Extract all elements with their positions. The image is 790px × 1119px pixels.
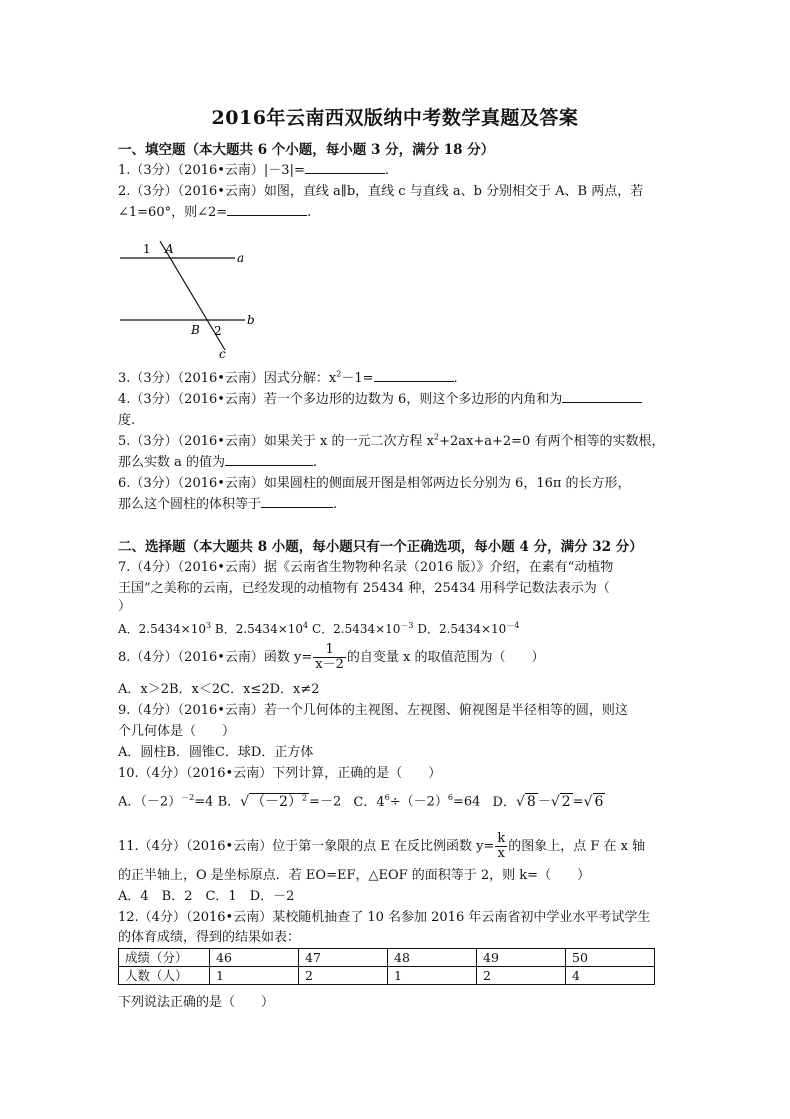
exponent: －2	[181, 793, 195, 803]
question-10-options	[118, 789, 605, 816]
answer-blank	[225, 453, 313, 466]
score-table	[118, 948, 655, 985]
option-b: B．x＜2	[169, 682, 221, 697]
question-3-text: 3.（3分）（2016•云南）因式分解：x	[118, 371, 337, 386]
question-11-options: A．4 B．2 C．1 D．－2	[118, 889, 295, 904]
question-2-line-2: ∠1=60°，则∠2= .	[118, 205, 312, 220]
option-c: C．球	[214, 745, 251, 760]
question-3-text-end: －1=	[341, 371, 374, 386]
table-cell: 4	[566, 967, 655, 985]
option-b-end: =－2	[309, 794, 342, 810]
equals-sign: =	[572, 794, 584, 810]
question-8-text-end: 的自变量 x 的取值范围为（ ）	[346, 650, 545, 665]
table-cell: 48	[388, 949, 477, 967]
label-A: A	[165, 242, 174, 256]
option-b: B．圆锥	[166, 745, 215, 760]
numerator: k	[497, 831, 506, 846]
radicand: 6	[594, 794, 604, 810]
question-3: 3.（3分）（2016•云南）因式分解：$x^2-1=$ .	[118, 369, 458, 386]
answer-blank	[374, 369, 454, 382]
question-7-line-3: ）	[118, 599, 132, 614]
option-d: D．x≠2	[269, 682, 320, 697]
fraction	[495, 832, 507, 861]
table-cell: 2	[477, 967, 566, 985]
fraction	[313, 643, 346, 672]
table-cell: 1	[388, 967, 477, 985]
option-c: C．x≤2	[220, 682, 270, 697]
question-11-line-2: 的正半轴上，O 是坐标原点．若 EO=EF，△EOF 的面积等于 2，则 k=（ ）	[118, 868, 591, 883]
question-7-options	[118, 619, 519, 639]
question-9-line-2: 个几何体是（ ）	[118, 724, 236, 739]
sqrt-symbol: √ 6	[583, 794, 604, 810]
answer-blank	[261, 495, 333, 508]
radicand	[249, 793, 309, 810]
option-a: A．（－2）	[118, 794, 182, 810]
minus-sign: －	[537, 794, 551, 810]
question-8-options	[118, 680, 320, 700]
label-b: b	[247, 313, 255, 327]
question-5-text-2: 那么实数 a 的值为	[118, 455, 226, 470]
option-a-end: =4	[194, 794, 214, 810]
option-b: B．2.5434×10	[211, 622, 304, 636]
question-6-text: 那么这个圆柱的体积等于	[118, 497, 262, 512]
question-1: 1.（3分）（2016•云南）|－3|= .	[118, 163, 389, 178]
sqrt-symbol: √ 8	[515, 794, 536, 810]
radicand: 2	[561, 794, 571, 810]
option-d: D．2.5434×10	[413, 622, 507, 636]
question-5-line-1	[118, 432, 664, 452]
table-cell: 2	[299, 967, 388, 985]
option-c-end: =64	[452, 794, 481, 810]
table-cell: 50	[566, 949, 655, 967]
table-cell: 人数（人）	[119, 967, 210, 985]
label-a: a	[237, 251, 245, 265]
question-11-text: 11.（4分）（2016•云南）位于第一象限的点 E 在反比例函数 y=	[118, 839, 495, 854]
question-9-options	[118, 743, 313, 763]
exponent: 2	[434, 432, 440, 442]
question-7-line-1: 7.（4分）（2016•云南）据《云南省生物物种名录（2016 版）》介绍，在素有“动植物	[118, 560, 614, 575]
question-9-line-1: 9.（4分）（2016•云南）若一个几何体的主视图、左视图、俯视图是半径相等的圆，则这	[118, 703, 628, 718]
question-12-line-3: 下列说法正确的是（ ）	[118, 995, 275, 1010]
label-c: c	[219, 347, 226, 361]
question-11-text-end: 的图象上，点 F 在 x 轴	[508, 839, 646, 854]
exponent: 2	[336, 369, 342, 379]
page-title: 2016年云南西双版纳中考数学真题及答案	[211, 107, 579, 129]
table-cell: 成绩（分）	[119, 949, 210, 967]
exponent: 4	[303, 621, 309, 630]
exponent: 6	[447, 793, 453, 803]
question-6-line-2: 那么这个圆柱的体积等于 .	[118, 497, 338, 512]
section-1-heading: 一、填空题（本大题共 6 个小题，每小题 3 分，满分 18 分）	[118, 142, 495, 158]
question-1-text: 1.（3分）（2016•云南）|－3|=	[118, 163, 305, 178]
option-b: B．	[217, 794, 241, 810]
question-5-text-end: +2ax+a+2=0 有两个相等的实数根，	[439, 434, 665, 449]
option-c-mid: ÷（－2）	[389, 794, 448, 810]
question-4-text: 4.（3分）（2016•云南）若一个多边形的边数为 6，则这个多边形的内角和为	[118, 392, 563, 407]
answer-blank	[562, 390, 642, 403]
question-5-line-2: 那么实数 a 的值为 .	[118, 455, 318, 470]
table-cell: 46	[210, 949, 299, 967]
question-4-line-2: 度.	[118, 413, 136, 428]
answer-blank	[305, 161, 385, 174]
table-cell: 1	[210, 967, 299, 985]
question-2-line-1: 2.（3分）（2016•云南）如图，直线 a∥b，直线 c 与直线 a、b 分别相交于 A、B 两点，若	[118, 184, 644, 199]
radicand-text: （－2）	[251, 794, 302, 810]
option-a: A．x＞2	[118, 682, 169, 697]
option-d: D．	[492, 794, 516, 810]
option-d: D．正方体	[250, 745, 314, 760]
exponent: 2	[301, 793, 308, 803]
denominator: x	[497, 846, 505, 861]
question-6-line-1: 6.（3分）（2016•云南）如果圆柱的侧面展开图是相邻两边长分别为 6，16π 的长方形，	[118, 476, 631, 491]
exponent: －4	[506, 621, 520, 630]
question-5-text: 5.（3分）（2016•云南）如果关于 x 的一元二次方程 x	[118, 434, 434, 449]
label-1: 1	[143, 242, 151, 256]
radicand: 8	[526, 794, 536, 810]
table-cell: 47	[299, 949, 388, 967]
denominator: x－2	[315, 657, 344, 672]
sqrt-symbol: √ $(-2)^2$	[240, 793, 308, 810]
question-12-line-2: 的体育成绩，得到的结果如表：	[118, 930, 301, 945]
question-4-line-1	[118, 390, 642, 410]
table-row	[119, 949, 655, 967]
numerator: 1	[313, 643, 346, 658]
option-c: C．2.5434×10	[308, 622, 401, 636]
sqrt-symbol: √ 2	[550, 794, 571, 810]
question-11-line-1	[118, 832, 645, 861]
parallel-lines-figure	[115, 238, 275, 363]
table-cell: 49	[477, 949, 566, 967]
exponent: 6	[384, 793, 390, 803]
question-2-text: ∠1=60°，则∠2=	[118, 205, 228, 220]
option-a: A．圆柱	[118, 745, 167, 760]
question-8	[118, 643, 545, 672]
option-a: A．2.5434×10	[118, 622, 206, 636]
exponent: 3	[205, 621, 212, 630]
question-12-line-1: 12.（4分）（2016•云南）某校随机抽查了 10 名参加 2016 年云南省初中学业水平考试学生	[118, 910, 651, 925]
section-2-heading: 二、选择题（本大题共 8 小题，每小题只有一个正确选项，每小题 4 分，满分 32 分）	[118, 539, 643, 555]
answer-blank	[227, 203, 307, 216]
label-2: 2	[214, 324, 222, 338]
label-B: B	[191, 323, 200, 337]
question-10: 10.（4分）（2016•云南）下列计算，正确的是（ ）	[118, 766, 442, 781]
exponent: －3	[400, 621, 414, 630]
question-8-text: 8.（4分）（2016•云南）函数 y=	[118, 650, 313, 665]
option-c: C．4	[353, 794, 385, 810]
table-row	[119, 967, 655, 985]
question-7-line-2: 王国”之美称的云南，已经发现的动植物有 25434 种，25434 用科学记数法表示为（	[118, 581, 610, 596]
